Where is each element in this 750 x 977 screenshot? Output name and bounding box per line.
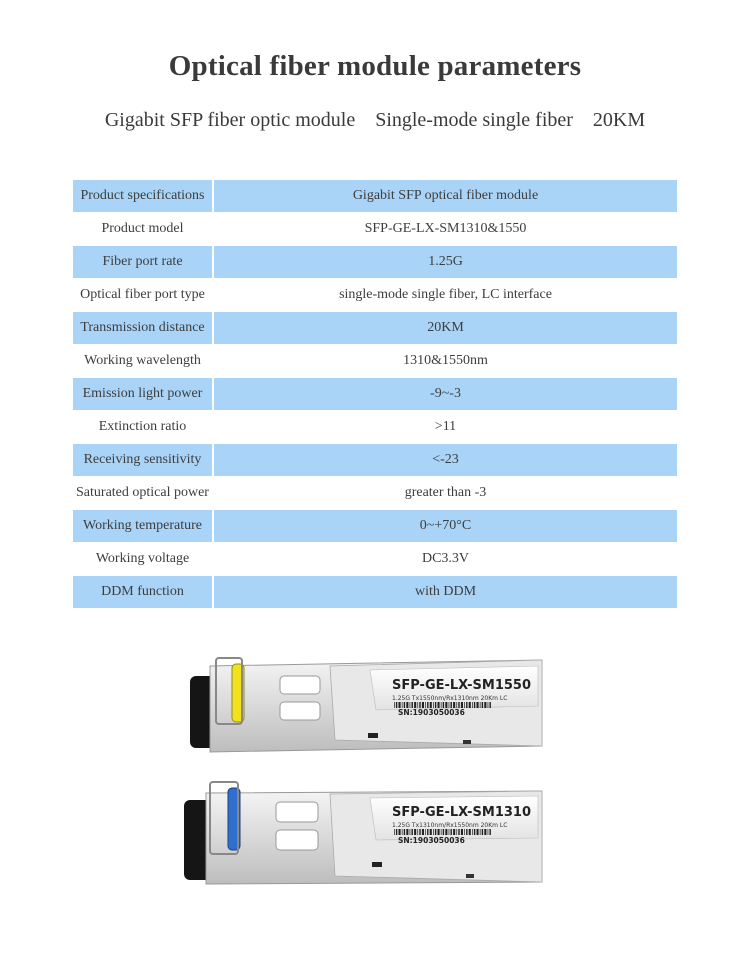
spec-value: 20KM	[213, 312, 677, 344]
serial-top: SN:1903050036	[398, 708, 465, 717]
model-label-bottom: SFP-GE-LX-SM1310	[392, 805, 532, 820]
spec-row	[73, 444, 677, 476]
spec-label: Receiving sensitivity	[73, 444, 213, 476]
spec-label: Working wavelength	[73, 345, 213, 377]
spec-row	[73, 477, 677, 509]
spec-row	[73, 411, 677, 443]
spec-label: Transmission distance	[73, 312, 213, 344]
spec-row	[73, 213, 677, 245]
serial-bottom: SN:1903050036	[398, 836, 465, 845]
spec-value: 1.25G	[213, 246, 677, 278]
spec-value: DC3.3V	[421, 551, 470, 566]
spec-label: Fiber port rate	[73, 246, 213, 278]
spec-row	[73, 279, 677, 311]
spec-row	[73, 543, 677, 575]
spec-label: DDM function	[73, 576, 213, 608]
spec-row	[73, 576, 677, 608]
sfp-module-top	[190, 658, 542, 752]
spec-label: Product specifications	[73, 180, 213, 212]
spec-value: greater than -3	[404, 485, 487, 500]
spec-value: >11	[434, 419, 457, 434]
spec-value: with DDM	[213, 576, 677, 608]
spec-row	[73, 312, 677, 344]
spec-label: Working voltage	[73, 543, 213, 575]
spec-label: Emission light power	[73, 378, 213, 410]
spec-line-bottom: 1.25G Tx1310nm/Rx1550nm 20Km LC	[392, 822, 508, 829]
sfp-modules-image	[170, 648, 590, 893]
spec-row	[73, 378, 677, 410]
spec-label: Extinction ratio	[73, 411, 213, 443]
spec-label: Optical fiber port type	[73, 279, 213, 311]
spec-line-top: 1.25G Tx1550nm/Rx1310nm 20Km LC	[392, 695, 508, 702]
spec-value: <-23	[213, 444, 677, 476]
spec-label: Product model	[73, 213, 213, 245]
spec-row	[73, 510, 677, 542]
spec-row	[73, 246, 677, 278]
sfp-module-bottom	[184, 782, 542, 884]
spec-label: Working temperature	[73, 510, 213, 542]
model-label-top: SFP-GE-LX-SM1550	[392, 678, 532, 693]
page-subtitle: Gigabit SFP fiber optic module Single-mode single fiber 20KM	[104, 109, 646, 131]
spec-value: 0~+70°C	[213, 510, 677, 542]
spec-value: single-mode single fiber, LC interface	[339, 287, 552, 302]
spec-value: SFP-GE-LX-SM1310&1550	[364, 221, 527, 236]
page-title: Optical fiber module parameters	[168, 50, 582, 82]
spec-table	[73, 180, 677, 608]
spec-row	[73, 180, 677, 212]
spec-value: -9~-3	[213, 378, 677, 410]
spec-row	[73, 345, 677, 377]
spec-value: Gigabit SFP optical fiber module	[213, 180, 677, 212]
spec-value: 1310&1550nm	[403, 353, 488, 368]
spec-label: Saturated optical power	[73, 477, 213, 509]
